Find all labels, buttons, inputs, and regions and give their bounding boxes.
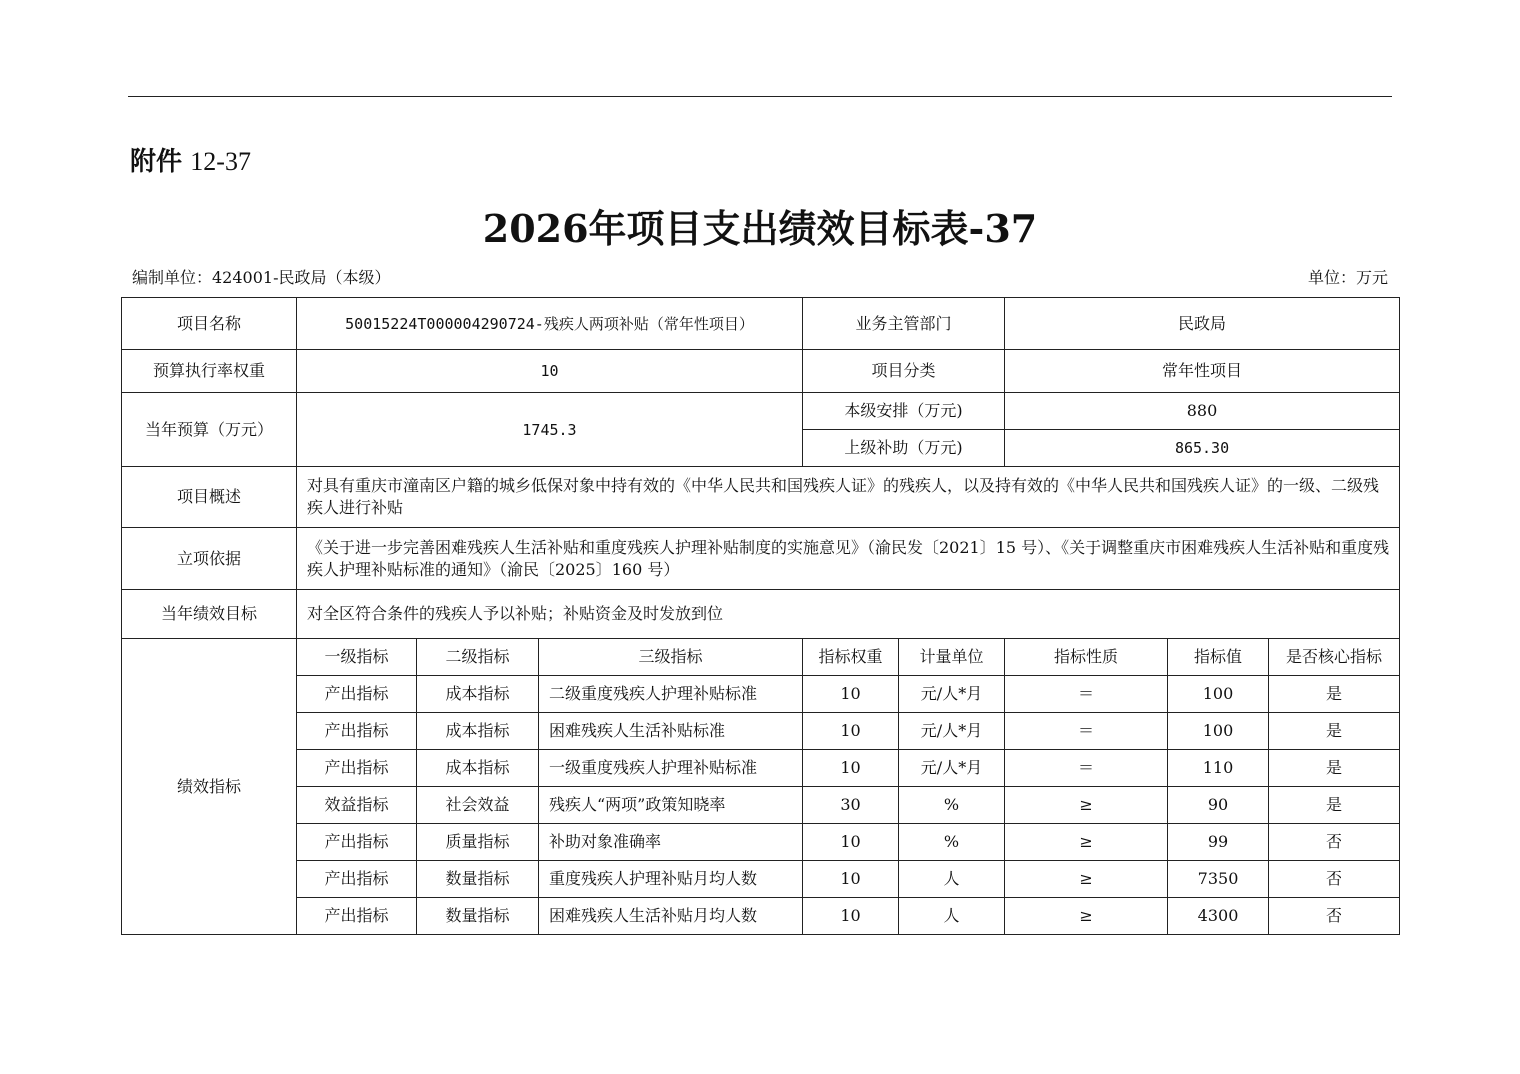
dept-value: 民政局 xyxy=(1005,298,1400,350)
overview-label: 项目概述 xyxy=(122,467,297,528)
budget-label: 当年预算（万元） xyxy=(122,393,297,467)
indicator-row xyxy=(122,713,1400,750)
indicator-cell-nature: ＝ xyxy=(1005,750,1168,787)
indicator-header-row xyxy=(122,639,1400,676)
indicator-cell-level2: 数量指标 xyxy=(417,898,539,935)
indicator-header-core: 是否核心指标 xyxy=(1269,639,1400,676)
indicator-cell-weight: 10 xyxy=(803,750,899,787)
indicator-cell-value: 100 xyxy=(1168,676,1269,713)
indicator-cell-nature: ＝ xyxy=(1005,676,1168,713)
indicator-cell-core: 是 xyxy=(1269,713,1400,750)
indicator-cell-nature: ≥ xyxy=(1005,824,1168,861)
currency-unit: 单位：万元 xyxy=(1307,268,1388,287)
indicator-cell-level1: 效益指标 xyxy=(297,787,417,824)
basis-value: 《关于进一步完善困难残疾人生活补贴和重度残疾人护理补贴制度的实施意见》（渝民发〔2021〕15 号）、《关于调整重庆市困难残疾人生活补贴和重度残疾人护理补贴标准的通知》（渝民〔2025〕160 号） xyxy=(297,528,1400,590)
indicator-cell-level2: 成本指标 xyxy=(417,713,539,750)
indicator-cell-nature: ≥ xyxy=(1005,787,1168,824)
indicator-header-unit: 计量单位 xyxy=(899,639,1005,676)
indicator-cell-nature: ≥ xyxy=(1005,898,1168,935)
indicator-cell-unit: % xyxy=(899,824,1005,861)
row-project-name xyxy=(122,298,1400,350)
indicator-row xyxy=(122,824,1400,861)
indicator-cell-unit: 元/人*月 xyxy=(899,676,1005,713)
indicator-cell-weight: 10 xyxy=(803,676,899,713)
indicator-cell-core: 是 xyxy=(1269,787,1400,824)
indicator-header-weight: 指标权重 xyxy=(803,639,899,676)
indicator-cell-core: 是 xyxy=(1269,676,1400,713)
indicators-label: 绩效指标 xyxy=(122,639,297,935)
overview-value: 对具有重庆市潼南区户籍的城乡低保对象中持有效的《中华人民共和国残疾人证》的残疾人，以及持有效的《中华人民共和国残疾人证》的一级、二级残疾人进行补贴 xyxy=(297,467,1400,528)
indicator-cell-level2: 数量指标 xyxy=(417,861,539,898)
row-budget xyxy=(122,393,1400,430)
indicator-cell-weight: 10 xyxy=(803,861,899,898)
indicator-cell-core: 否 xyxy=(1269,861,1400,898)
indicator-cell-level3: 一级重度残疾人护理补贴标准 xyxy=(539,750,803,787)
indicator-cell-level3: 困难残疾人生活补贴月均人数 xyxy=(539,898,803,935)
indicator-cell-unit: 人 xyxy=(899,861,1005,898)
category-value: 常年性项目 xyxy=(1005,350,1400,393)
indicator-cell-nature: ＝ xyxy=(1005,713,1168,750)
local-budget-value: 880 xyxy=(1005,393,1400,430)
indicator-cell-level1: 产出指标 xyxy=(297,824,417,861)
dept-label: 业务主管部门 xyxy=(803,298,1005,350)
indicator-header-level1: 一级指标 xyxy=(297,639,417,676)
indicator-cell-unit: 元/人*月 xyxy=(899,713,1005,750)
indicator-cell-level2: 成本指标 xyxy=(417,676,539,713)
top-rule xyxy=(128,96,1392,97)
indicator-cell-level3: 补助对象准确率 xyxy=(539,824,803,861)
indicator-cell-core: 否 xyxy=(1269,898,1400,935)
indicator-row xyxy=(122,676,1400,713)
compiling-unit: 编制单位：424001-民政局（本级） xyxy=(132,268,391,287)
row-overview xyxy=(122,467,1400,528)
indicator-cell-unit: % xyxy=(899,787,1005,824)
indicator-cell-level1: 产出指标 xyxy=(297,713,417,750)
goal-label: 当年绩效目标 xyxy=(122,590,297,639)
indicator-row xyxy=(122,861,1400,898)
indicator-cell-nature: ≥ xyxy=(1005,861,1168,898)
indicator-cell-level3: 重度残疾人护理补贴月均人数 xyxy=(539,861,803,898)
indicator-cell-value: 90 xyxy=(1168,787,1269,824)
goal-value: 对全区符合条件的残疾人予以补贴；补贴资金及时发放到位 xyxy=(297,590,1400,639)
superior-budget-value: 865.30 xyxy=(1005,430,1400,467)
indicator-cell-level1: 产出指标 xyxy=(297,898,417,935)
indicator-cell-value: 4300 xyxy=(1168,898,1269,935)
superior-budget-label: 上级补助（万元) xyxy=(803,430,1005,467)
indicator-cell-level2: 社会效益 xyxy=(417,787,539,824)
indicator-cell-core: 是 xyxy=(1269,750,1400,787)
indicator-cell-weight: 30 xyxy=(803,787,899,824)
row-weight xyxy=(122,350,1400,393)
indicator-cell-level1: 产出指标 xyxy=(297,676,417,713)
indicator-cell-core: 否 xyxy=(1269,824,1400,861)
indicator-cell-level3: 残疾人“两项”政策知晓率 xyxy=(539,787,803,824)
indicator-cell-weight: 10 xyxy=(803,713,899,750)
project-name-value: 50015224T000004290724-残疾人两项补贴（常年性项目） xyxy=(297,298,803,350)
indicator-cell-level2: 成本指标 xyxy=(417,750,539,787)
indicator-cell-value: 7350 xyxy=(1168,861,1269,898)
row-goal xyxy=(122,590,1400,639)
page-title: 2026年项目支出绩效目标表-37 xyxy=(482,206,1038,251)
indicator-cell-level1: 产出指标 xyxy=(297,750,417,787)
project-name-label: 项目名称 xyxy=(122,298,297,350)
indicator-row xyxy=(122,750,1400,787)
category-label: 项目分类 xyxy=(803,350,1005,393)
performance-table xyxy=(121,297,1400,935)
indicator-cell-level1: 产出指标 xyxy=(297,861,417,898)
local-budget-label: 本级安排（万元) xyxy=(803,393,1005,430)
basis-label: 立项依据 xyxy=(122,528,297,590)
indicator-cell-level2: 质量指标 xyxy=(417,824,539,861)
attachment-number: 12-37 xyxy=(190,147,251,176)
indicator-cell-value: 100 xyxy=(1168,713,1269,750)
indicator-header-level2: 二级指标 xyxy=(417,639,539,676)
indicator-cell-unit: 人 xyxy=(899,898,1005,935)
indicator-cell-weight: 10 xyxy=(803,824,899,861)
indicator-cell-value: 110 xyxy=(1168,750,1269,787)
budget-value: 1745.3 xyxy=(297,393,803,467)
indicator-header-nature: 指标性质 xyxy=(1005,639,1168,676)
indicator-row xyxy=(122,898,1400,935)
indicator-cell-weight: 10 xyxy=(803,898,899,935)
indicator-row xyxy=(122,787,1400,824)
indicator-cell-level3: 二级重度残疾人护理补贴标准 xyxy=(539,676,803,713)
attachment-label xyxy=(130,146,251,178)
indicator-header-level3: 三级指标 xyxy=(539,639,803,676)
row-basis xyxy=(122,528,1400,590)
indicator-cell-value: 99 xyxy=(1168,824,1269,861)
indicator-cell-unit: 元/人*月 xyxy=(899,750,1005,787)
attachment-prefix: 附件 xyxy=(130,147,183,177)
indicator-header-value: 指标值 xyxy=(1168,639,1269,676)
weight-value: 10 xyxy=(297,350,803,393)
weight-label: 预算执行率权重 xyxy=(122,350,297,393)
indicator-cell-level3: 困难残疾人生活补贴标准 xyxy=(539,713,803,750)
